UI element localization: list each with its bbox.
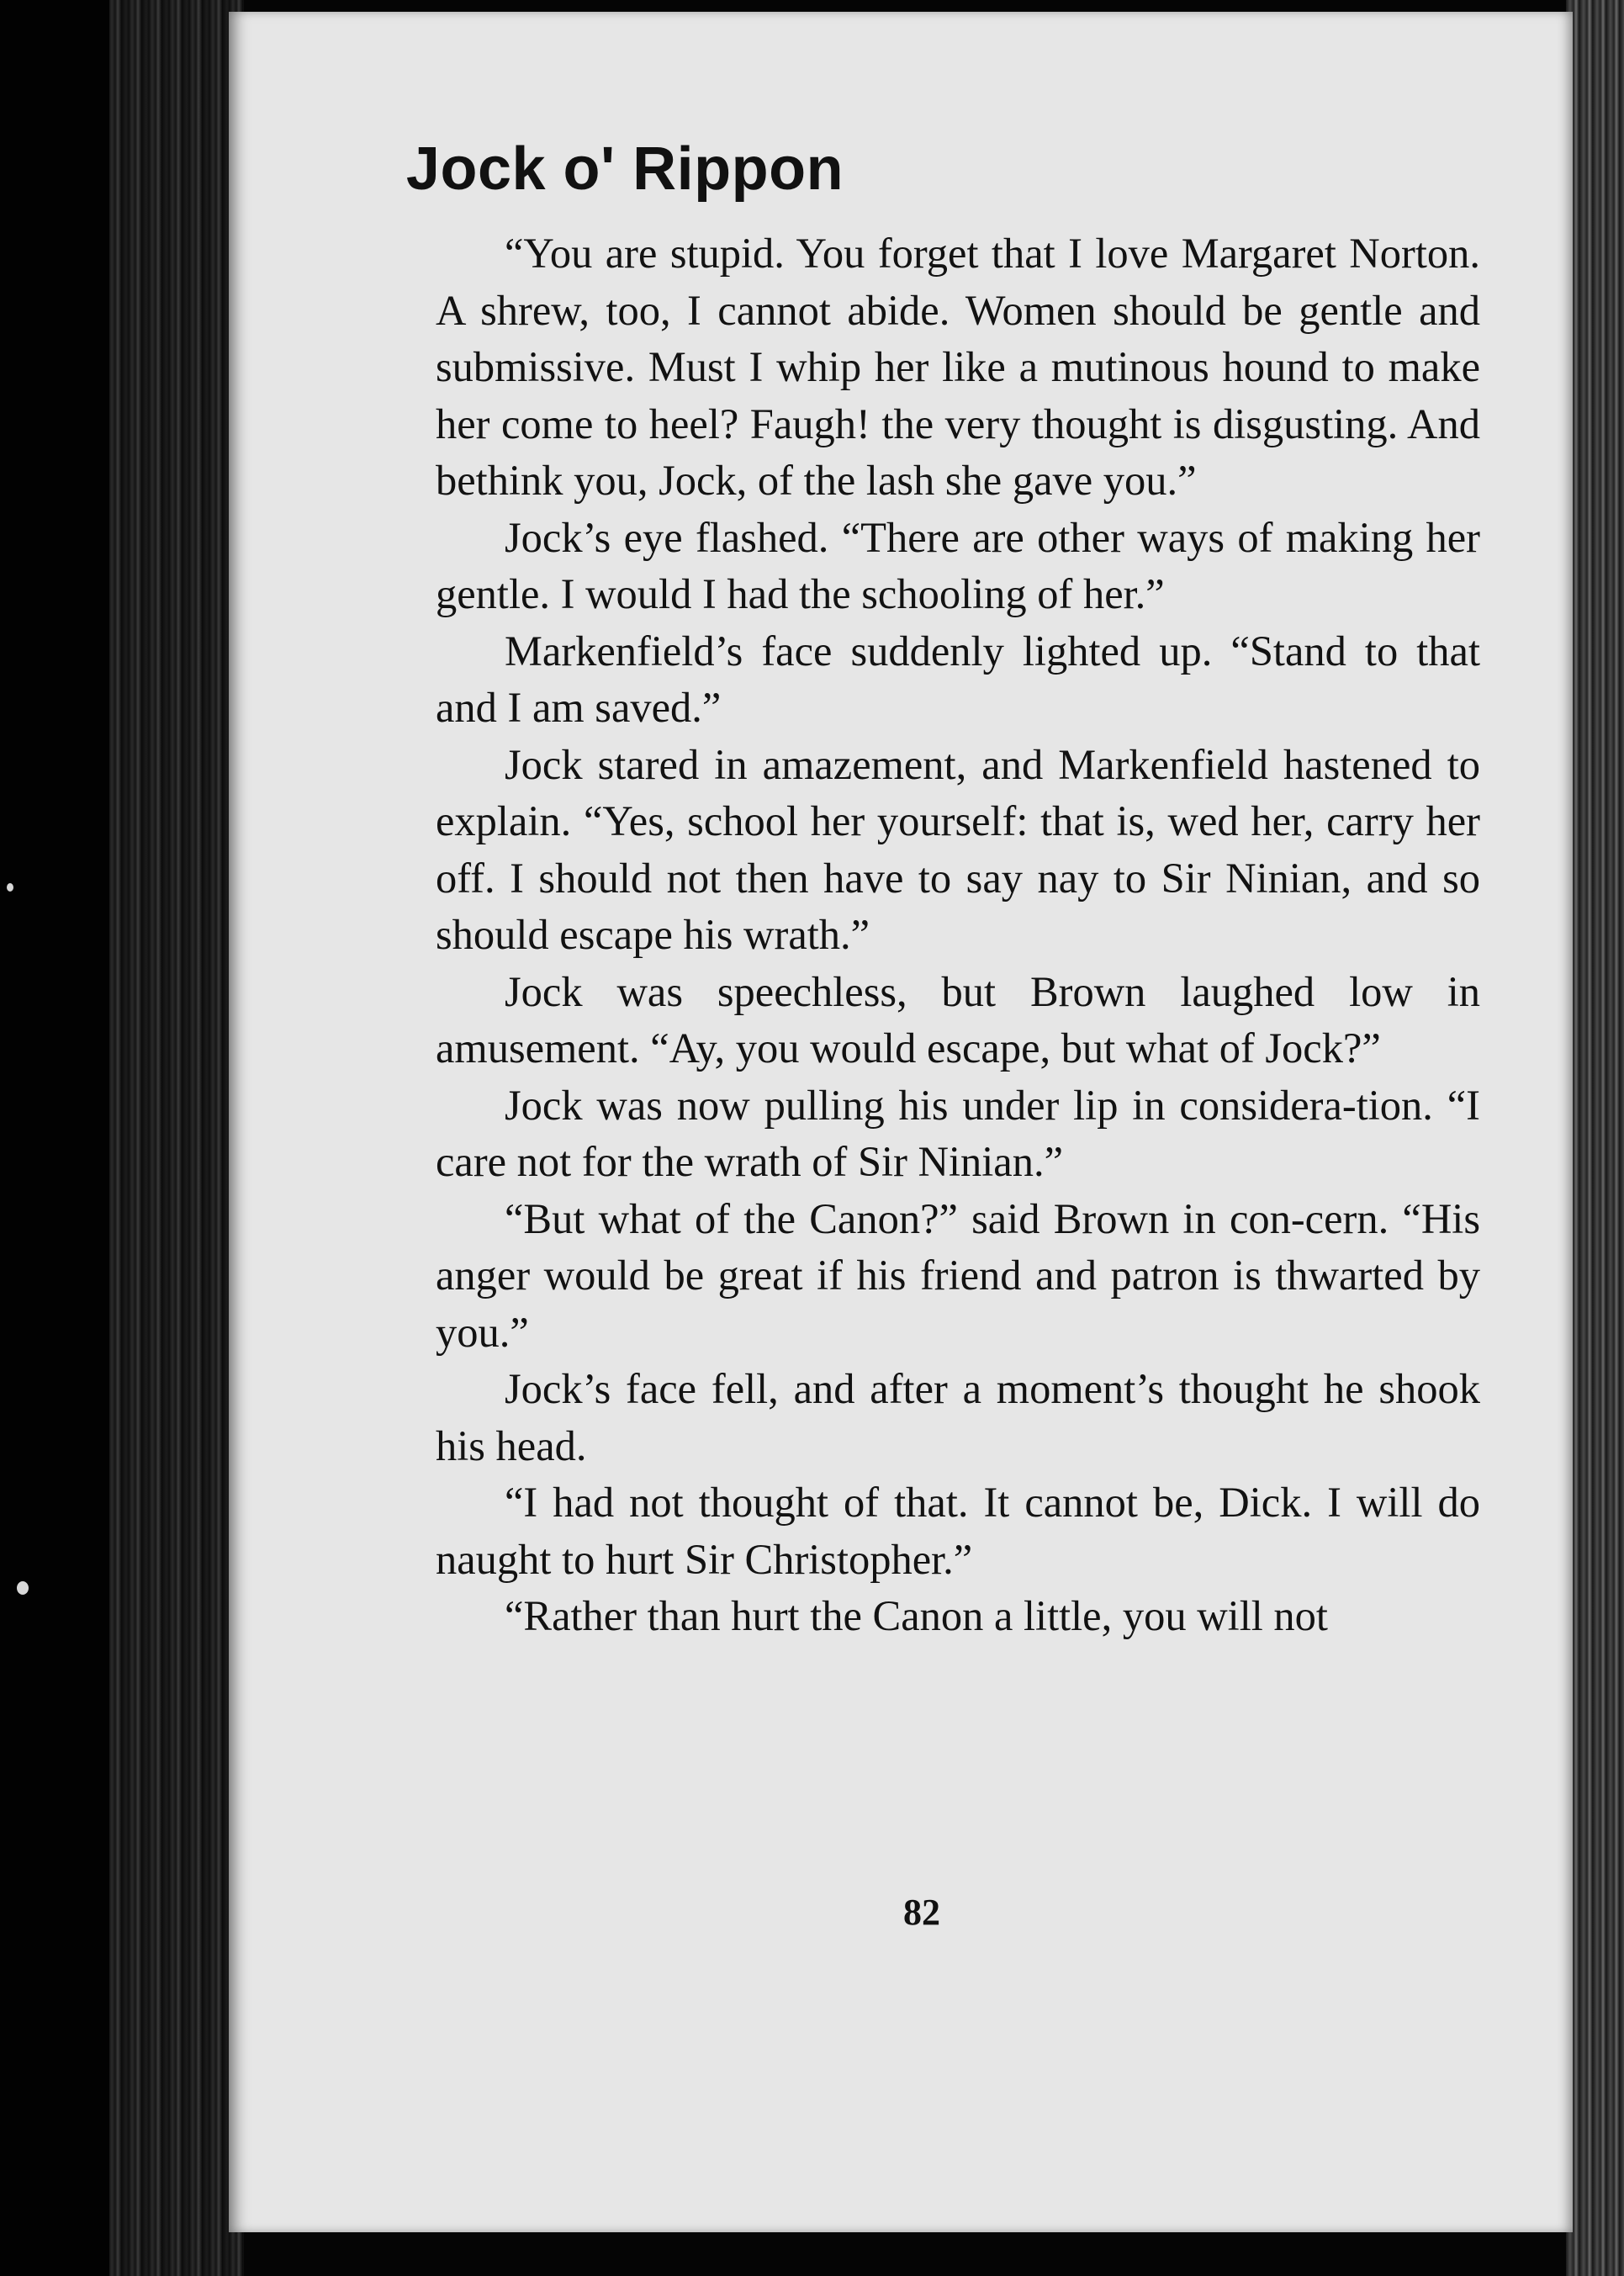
page-body — [436, 225, 1480, 1645]
paragraph: Jock was speechless, but Brown laughed low in amusement. “Ay, you would escape, but what of Jock?” — [436, 967, 1480, 1072]
scan-speck — [17, 1581, 29, 1595]
book-spine-edge — [0, 0, 244, 2276]
paragraph: Jock’s face fell, and after a moment’s thought he shook his head. — [436, 1365, 1480, 1469]
paragraph: Jock was now pulling his under lip in considera-tion. “I care not for the wrath of Sir Ninian.” — [436, 1081, 1480, 1185]
paragraph: “But what of the Canon?” said Brown in con-cern. “His anger would be great if his friend and patron is thwarted by you.” — [436, 1194, 1480, 1356]
page-number: 82 — [903, 1892, 940, 1933]
paragraph: Markenfield’s face suddenly lighted up. “Stand to that and I am saved.” — [436, 627, 1480, 731]
scan-speck — [7, 883, 13, 892]
page-stack-edge — [1566, 0, 1624, 2276]
running-title: Jock o' Rippon — [405, 135, 844, 203]
paragraph: “Rather than hurt the Canon a little, you will not — [505, 1592, 1328, 1639]
paragraph: “I had not thought of that. It cannot be, Dick. I will do naught to hurt Sir Christopher.” — [436, 1479, 1480, 1583]
paragraph: Jock stared in amazement, and Markenfield hastened to explain. “Yes, school her yourself: that is, wed her, carry her off. I should not then have to say nay to Sir Ninian, and so should escape his wrath.” — [436, 740, 1480, 958]
paragraph: Jock’s eye flashed. “There are other ways of making her gentle. I would I had the schooling of her.” — [436, 513, 1480, 617]
paragraph: “You are stupid. You forget that I love Margaret Norton. A shrew, too, I cannot abide. Women should be gentle and submissive. Must I whip her like a mutinous hound to make her come to heel? Faugh! the very thought is disgusting. And bethink you, Jock, of the lash she gave you.” — [436, 230, 1480, 504]
